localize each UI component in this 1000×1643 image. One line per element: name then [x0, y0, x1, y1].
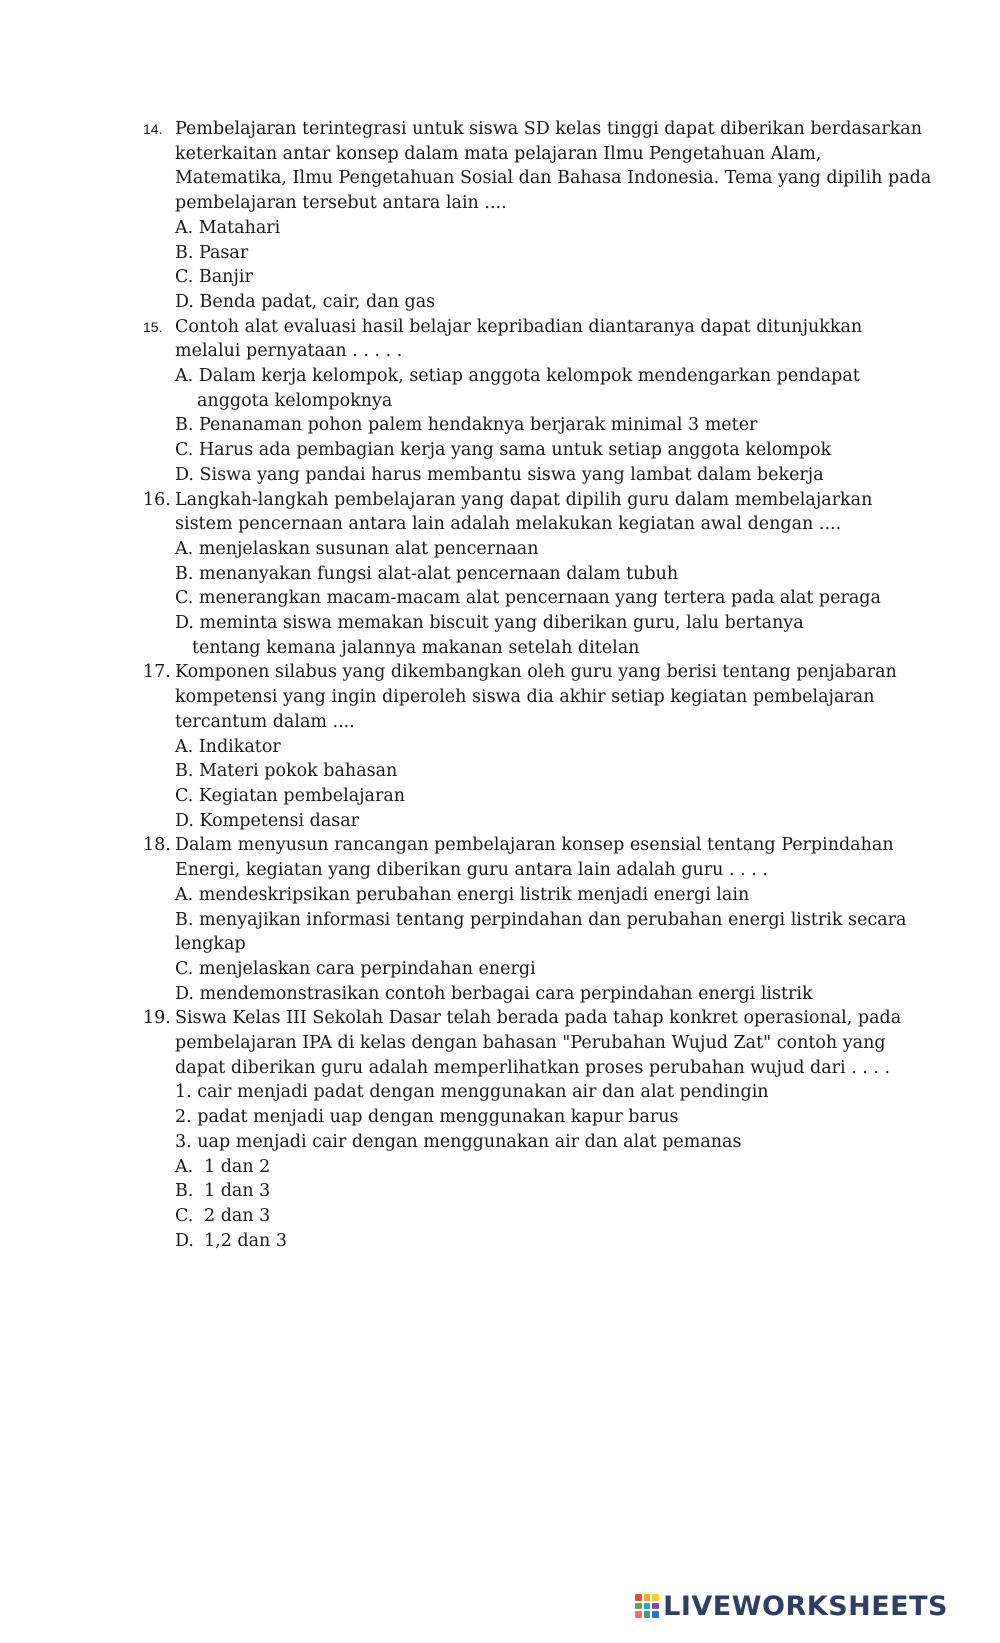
- option-a: A. Matahari: [175, 217, 281, 238]
- option-a: A. Indikator: [175, 736, 281, 757]
- logo-tile: [635, 1611, 642, 1618]
- logo-tile: [652, 1594, 659, 1601]
- question-text-line: sistem pencernaan antara lain adalah melakukan kegiatan awal dengan ....: [175, 514, 842, 535]
- question-15: [143, 315, 883, 488]
- logo-tile: [652, 1611, 659, 1618]
- question-text-line: kompetensi yang ingin diperoleh siswa dia akhir setiap kegiatan pembelajaran: [175, 687, 875, 708]
- question-16: [143, 488, 883, 661]
- option-d-continuation: tentang kemana jalannya makanan setelah ditelan: [192, 637, 640, 658]
- option-b-continuation: lengkap: [175, 934, 246, 955]
- option-c: C. Harus ada pembagian kerja yang sama untuk setiap anggota kelompok: [175, 440, 832, 461]
- question-17: [143, 660, 897, 833]
- option-letter: C.: [175, 1205, 194, 1226]
- option-letter: A.: [175, 1156, 194, 1177]
- question-14: [143, 117, 932, 315]
- option-b: B. Pasar: [175, 242, 249, 263]
- question-text-line: Matematika, Ilmu Pengetahuan Sosial dan Bahasa Indonesia. Tema yang dipilih pada: [175, 168, 932, 189]
- option-c: C. Banjir: [175, 267, 253, 288]
- question-text-line: pembelajaran IPA di kelas dengan bahasan "Perubahan Wujud Zat" contoh yang: [175, 1033, 886, 1054]
- option-a-continuation: anggota kelompoknya: [197, 390, 393, 411]
- option-b: B. Materi pokok bahasan: [175, 761, 398, 782]
- option-c: C. menjelaskan cara perpindahan energi: [175, 958, 536, 979]
- logo-tile: [644, 1603, 651, 1610]
- option-d: D. mendemonstrasikan contoh berbagai cara perpindahan energi listrik: [175, 983, 813, 1004]
- option-a: A. mendeskripsikan perubahan energi listrik menjadi energi lain: [175, 884, 750, 905]
- logo-tile: [652, 1603, 659, 1610]
- question-text-line: pembelajaran tersebut antara lain ....: [175, 193, 507, 214]
- question-text-line: Dalam menyusun rancangan pembelajaran konsep esensial tentang Perpindahan: [175, 835, 894, 856]
- option-c: [175, 1204, 883, 1229]
- question-list: [143, 117, 932, 1253]
- question-text-line: Komponen silabus yang dikembangkan oleh guru yang berisi tentang penjabaran: [175, 662, 897, 683]
- logo-tile: [635, 1603, 642, 1610]
- question-text-line: melalui pernyataan . . . . .: [175, 341, 403, 362]
- option-b: B. menyajikan informasi tentang perpindahan dan perubahan energi listrik secara: [175, 909, 907, 930]
- logo-tile: [644, 1594, 651, 1601]
- liveworksheets-logo: [635, 1591, 948, 1621]
- statement-3: 3. uap menjadi cair dengan menggunakan air dan alat pemanas: [175, 1131, 742, 1152]
- option-b: [175, 1179, 883, 1204]
- option-text: 1 dan 2: [204, 1156, 271, 1177]
- logo-tile: [635, 1594, 642, 1601]
- option-d: D. Siswa yang pandai harus membantu siswa yang lambat dalam bekerja: [175, 464, 824, 485]
- option-b: B. Penanaman pohon palem hendaknya berjarak minimal 3 meter: [175, 415, 758, 436]
- option-a: A. Dalam kerja kelompok, setiap anggota kelompok mendengarkan pendapat: [175, 366, 860, 387]
- option-d: D. Kompetensi dasar: [175, 810, 360, 831]
- question-text-line: keterkaitan antar konsep dalam mata pelajaran Ilmu Pengetahuan Alam,: [175, 143, 822, 164]
- option-text: 1 dan 3: [204, 1181, 271, 1202]
- question-text-line: Langkah-langkah pembelajaran yang dapat dipilih guru dalam membelajarkan: [175, 489, 873, 510]
- option-d: D. Benda padat, cair, dan gas: [175, 291, 436, 312]
- option-letter: B.: [175, 1181, 194, 1202]
- question-text-line: Siswa Kelas III Sekolah Dasar telah berada pada tahap konkret operasional, pada: [175, 1008, 902, 1029]
- option-c: C. menerangkan macam-macam alat pencernaan yang tertera pada alat peraga: [175, 588, 881, 609]
- option-a: A. menjelaskan susunan alat pencernaan: [175, 538, 539, 559]
- question-number: 17.: [143, 662, 171, 683]
- question-text-line: dapat diberikan guru adalah memperlihatkan proses perubahan wujud dari . . . .: [175, 1057, 891, 1078]
- question-number: 15.: [143, 318, 163, 335]
- brand-text: LIVEWORKSHEETS: [663, 1590, 948, 1622]
- liveworksheets-grid-icon: [635, 1594, 659, 1618]
- question-19: [143, 1006, 902, 1253]
- question-text-line: tercantum dalam ....: [175, 711, 355, 732]
- question-number: 18.: [143, 835, 171, 856]
- question-number: 14.: [143, 121, 163, 137]
- option-text: 1,2 dan 3: [204, 1230, 287, 1251]
- question-number: 19.: [143, 1008, 171, 1029]
- question-text-line: Contoh alat evaluasi hasil belajar kepribadian diantaranya dapat ditunjukkan: [175, 316, 863, 337]
- option-text: 2 dan 3: [204, 1205, 271, 1226]
- question-number: 16.: [143, 489, 171, 510]
- statement-1: 1. cair menjadi padat dengan menggunakan air dan alat pendingin: [175, 1082, 769, 1103]
- statement-2: 2. padat menjadi uap dengan menggunakan kapur barus: [175, 1107, 679, 1128]
- option-d: D. meminta siswa memakan biscuit yang diberikan guru, lalu bertanya: [175, 613, 804, 634]
- option-letter: D.: [175, 1230, 194, 1251]
- question-text-line: Pembelajaran terintegrasi untuk siswa SD kelas tinggi dapat diberikan berdasarkan: [175, 119, 923, 139]
- logo-tile: [644, 1611, 651, 1618]
- option-c: C. Kegiatan pembelajaran: [175, 785, 406, 806]
- option-d: [175, 1229, 883, 1254]
- option-a: [175, 1155, 883, 1180]
- question-18: [143, 833, 907, 1006]
- option-b: B. menanyakan fungsi alat-alat pencernaan dalam tubuh: [175, 563, 679, 584]
- question-text-line: Energi, kegiatan yang diberikan guru antara lain adalah guru . . . .: [175, 860, 768, 881]
